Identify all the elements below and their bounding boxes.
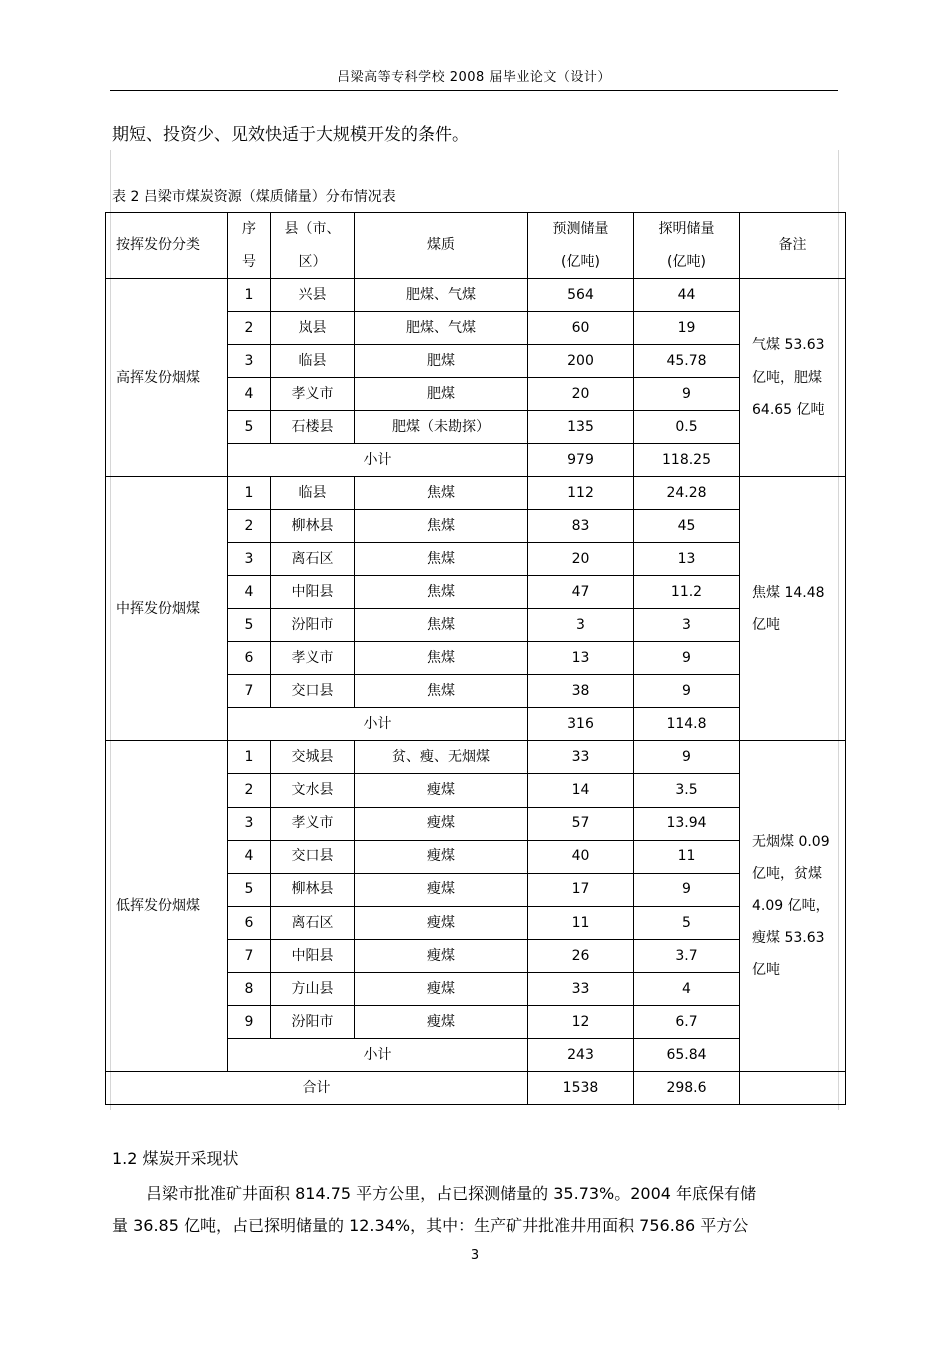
proven-cell: 9 <box>634 873 740 906</box>
quality-cell: 焦煤 <box>355 609 528 642</box>
number-cell: 2 <box>228 312 271 345</box>
proven-cell: 45 <box>634 510 740 543</box>
county-cell: 方山县 <box>271 972 355 1005</box>
page-header: 吕梁高等专科学校 2008 届毕业论文（设计） <box>337 70 611 85</box>
subtotal-predicted: 979 <box>528 444 634 477</box>
proven-cell: 5 <box>634 906 740 939</box>
number-cell: 5 <box>228 411 271 444</box>
total-row <box>106 1071 846 1104</box>
quality-cell: 焦煤 <box>355 642 528 675</box>
predicted-cell: 12 <box>528 1005 634 1038</box>
header-quality: 煤质 <box>355 213 528 279</box>
note-cell <box>740 477 846 741</box>
header-county <box>271 213 355 279</box>
number-cell: 3 <box>228 543 271 576</box>
quality-cell: 肥煤、气煤 <box>355 279 528 312</box>
number-cell: 3 <box>228 345 271 378</box>
subtotal-proven: 118.25 <box>634 444 740 477</box>
note-line: 64.65 亿吨 <box>752 401 825 418</box>
quality-cell: 焦煤 <box>355 576 528 609</box>
proven-cell: 45.78 <box>634 345 740 378</box>
county-cell: 孝义市 <box>271 642 355 675</box>
subtotal-proven: 114.8 <box>634 708 740 741</box>
proven-cell: 44 <box>634 279 740 312</box>
paragraph-line-1: 吕梁市批准矿井面积 814.75 平方公里，占已探测储量的 35.73%。2004 年底保有储 <box>146 1184 757 1203</box>
quality-cell: 瘦煤 <box>355 840 528 873</box>
quality-cell: 瘦煤 <box>355 939 528 972</box>
predicted-cell: 135 <box>528 411 634 444</box>
county-cell: 临县 <box>271 477 355 510</box>
proven-cell: 13.94 <box>634 807 740 840</box>
quality-cell: 贫、瘦、无烟煤 <box>355 741 528 774</box>
header-predicted <box>528 213 634 279</box>
county-cell: 岚县 <box>271 312 355 345</box>
proven-cell: 24.28 <box>634 477 740 510</box>
predicted-cell: 57 <box>528 807 634 840</box>
coal-reserves-table <box>105 212 846 1105</box>
quality-cell: 焦煤 <box>355 510 528 543</box>
number-cell: 2 <box>228 510 271 543</box>
county-cell: 汾阳市 <box>271 609 355 642</box>
predicted-cell: 11 <box>528 906 634 939</box>
quality-cell: 瘦煤 <box>355 906 528 939</box>
table-row <box>106 477 846 510</box>
header-category: 按挥发份分类 <box>106 213 228 279</box>
predicted-cell: 20 <box>528 543 634 576</box>
county-cell: 中阳县 <box>271 939 355 972</box>
quality-cell: 肥煤、气煤 <box>355 312 528 345</box>
county-cell: 柳林县 <box>271 510 355 543</box>
county-cell: 孝义市 <box>271 807 355 840</box>
table-caption: 表 2 吕梁市煤炭资源（煤质储量）分布情况表 <box>112 189 396 205</box>
quality-cell: 焦煤 <box>355 675 528 708</box>
header-predicted-line1: 预测储量 <box>552 221 609 238</box>
predicted-cell: 112 <box>528 477 634 510</box>
proven-cell: 0.5 <box>634 411 740 444</box>
total-predicted: 1538 <box>528 1071 634 1104</box>
note-line: 焦煤 14.48 <box>752 584 825 601</box>
note-line: 瘦煤 53.63 <box>752 930 825 947</box>
predicted-cell: 38 <box>528 675 634 708</box>
county-cell: 汾阳市 <box>271 1005 355 1038</box>
category-cell: 高挥发份烟煤 <box>106 279 228 477</box>
note-line: 4.09 亿吨， <box>752 898 830 914</box>
predicted-cell: 200 <box>528 345 634 378</box>
predicted-cell: 60 <box>528 312 634 345</box>
header-proven-line2: (亿吨) <box>667 253 706 270</box>
note-line: 亿吨，贫煤 <box>752 865 822 882</box>
proven-cell: 9 <box>634 741 740 774</box>
subtotal-label: 小计 <box>228 444 528 477</box>
predicted-cell: 14 <box>528 774 634 807</box>
predicted-cell: 20 <box>528 378 634 411</box>
county-cell: 临县 <box>271 345 355 378</box>
header-number <box>228 213 271 279</box>
quality-cell: 肥煤（未勘探） <box>355 411 528 444</box>
proven-cell: 9 <box>634 378 740 411</box>
county-cell: 文水县 <box>271 774 355 807</box>
predicted-cell: 13 <box>528 642 634 675</box>
quality-cell: 焦煤 <box>355 477 528 510</box>
proven-cell: 13 <box>634 543 740 576</box>
county-cell: 交口县 <box>271 675 355 708</box>
subtotal-predicted: 316 <box>528 708 634 741</box>
predicted-cell: 17 <box>528 873 634 906</box>
number-cell: 4 <box>228 576 271 609</box>
proven-cell: 3.5 <box>634 774 740 807</box>
number-cell: 5 <box>228 609 271 642</box>
predicted-cell: 33 <box>528 972 634 1005</box>
number-cell: 6 <box>228 642 271 675</box>
proven-cell: 6.7 <box>634 1005 740 1038</box>
county-cell: 中阳县 <box>271 576 355 609</box>
number-cell: 8 <box>228 972 271 1005</box>
number-cell: 9 <box>228 1005 271 1038</box>
total-label: 合计 <box>106 1071 528 1104</box>
quality-cell: 肥煤 <box>355 378 528 411</box>
number-cell: 7 <box>228 939 271 972</box>
number-cell: 6 <box>228 906 271 939</box>
number-cell: 2 <box>228 774 271 807</box>
total-note <box>740 1071 846 1104</box>
intro-text: 期短、投资少、见效快适于大规模开发的条件。 <box>112 125 469 145</box>
predicted-cell: 47 <box>528 576 634 609</box>
county-cell: 交口县 <box>271 840 355 873</box>
header-proven <box>634 213 740 279</box>
quality-cell: 肥煤 <box>355 345 528 378</box>
total-proven: 298.6 <box>634 1071 740 1104</box>
quality-cell: 瘦煤 <box>355 873 528 906</box>
header-divider <box>110 90 838 91</box>
quality-cell: 焦煤 <box>355 543 528 576</box>
note-line: 亿吨 <box>752 962 780 979</box>
subtotal-proven: 65.84 <box>634 1038 740 1071</box>
number-cell: 1 <box>228 741 271 774</box>
number-cell: 4 <box>228 378 271 411</box>
page-number: 3 <box>470 1248 480 1263</box>
county-cell: 孝义市 <box>271 378 355 411</box>
paragraph-line-2: 量 36.85 亿吨，占已探明储量的 12.34%，其中：生产矿井批准井用面积 756.86 平方公 <box>112 1216 749 1235</box>
proven-cell: 11.2 <box>634 576 740 609</box>
category-cell: 低挥发份烟煤 <box>106 741 228 1071</box>
header-number-line1: 序 <box>242 221 256 238</box>
predicted-cell: 564 <box>528 279 634 312</box>
table-row <box>106 279 846 312</box>
proven-cell: 11 <box>634 840 740 873</box>
proven-cell: 19 <box>634 312 740 345</box>
body-paragraph <box>112 1178 838 1242</box>
quality-cell: 瘦煤 <box>355 1005 528 1038</box>
proven-cell: 3.7 <box>634 939 740 972</box>
proven-cell: 9 <box>634 675 740 708</box>
number-cell: 3 <box>228 807 271 840</box>
proven-cell: 3 <box>634 609 740 642</box>
county-cell: 离石区 <box>271 543 355 576</box>
header-county-line2: 区） <box>298 253 327 270</box>
note-line: 气煤 53.63 <box>752 337 825 354</box>
county-cell: 兴县 <box>271 279 355 312</box>
county-cell: 离石区 <box>271 906 355 939</box>
header-number-line2: 号 <box>242 253 256 270</box>
header-proven-line1: 探明储量 <box>658 221 715 238</box>
note-cell <box>740 279 846 477</box>
predicted-cell: 33 <box>528 741 634 774</box>
note-cell <box>740 741 846 1071</box>
county-cell: 交城县 <box>271 741 355 774</box>
predicted-cell: 40 <box>528 840 634 873</box>
header-note: 备注 <box>740 213 846 279</box>
table-header-row <box>106 213 846 279</box>
number-cell: 7 <box>228 675 271 708</box>
header-county-line1: 县（市、 <box>284 221 341 238</box>
county-cell: 石楼县 <box>271 411 355 444</box>
quality-cell: 瘦煤 <box>355 972 528 1005</box>
quality-cell: 瘦煤 <box>355 807 528 840</box>
subtotal-label: 小计 <box>228 1038 528 1071</box>
subtotal-predicted: 243 <box>528 1038 634 1071</box>
number-cell: 1 <box>228 279 271 312</box>
note-line: 无烟煤 0.09 <box>752 833 830 850</box>
number-cell: 5 <box>228 873 271 906</box>
table-body <box>106 279 846 1105</box>
table-row <box>106 741 846 774</box>
subtotal-label: 小计 <box>228 708 528 741</box>
section-heading: 1.2 煤炭开采现状 <box>112 1149 239 1168</box>
predicted-cell: 3 <box>528 609 634 642</box>
note-line: 亿吨 <box>752 616 780 633</box>
predicted-cell: 83 <box>528 510 634 543</box>
header-predicted-line2: (亿吨) <box>561 253 600 270</box>
category-cell: 中挥发份烟煤 <box>106 477 228 741</box>
predicted-cell: 26 <box>528 939 634 972</box>
proven-cell: 9 <box>634 642 740 675</box>
number-cell: 1 <box>228 477 271 510</box>
note-line: 亿吨，肥煤 <box>752 369 822 386</box>
number-cell: 4 <box>228 840 271 873</box>
quality-cell: 瘦煤 <box>355 774 528 807</box>
county-cell: 柳林县 <box>271 873 355 906</box>
proven-cell: 4 <box>634 972 740 1005</box>
